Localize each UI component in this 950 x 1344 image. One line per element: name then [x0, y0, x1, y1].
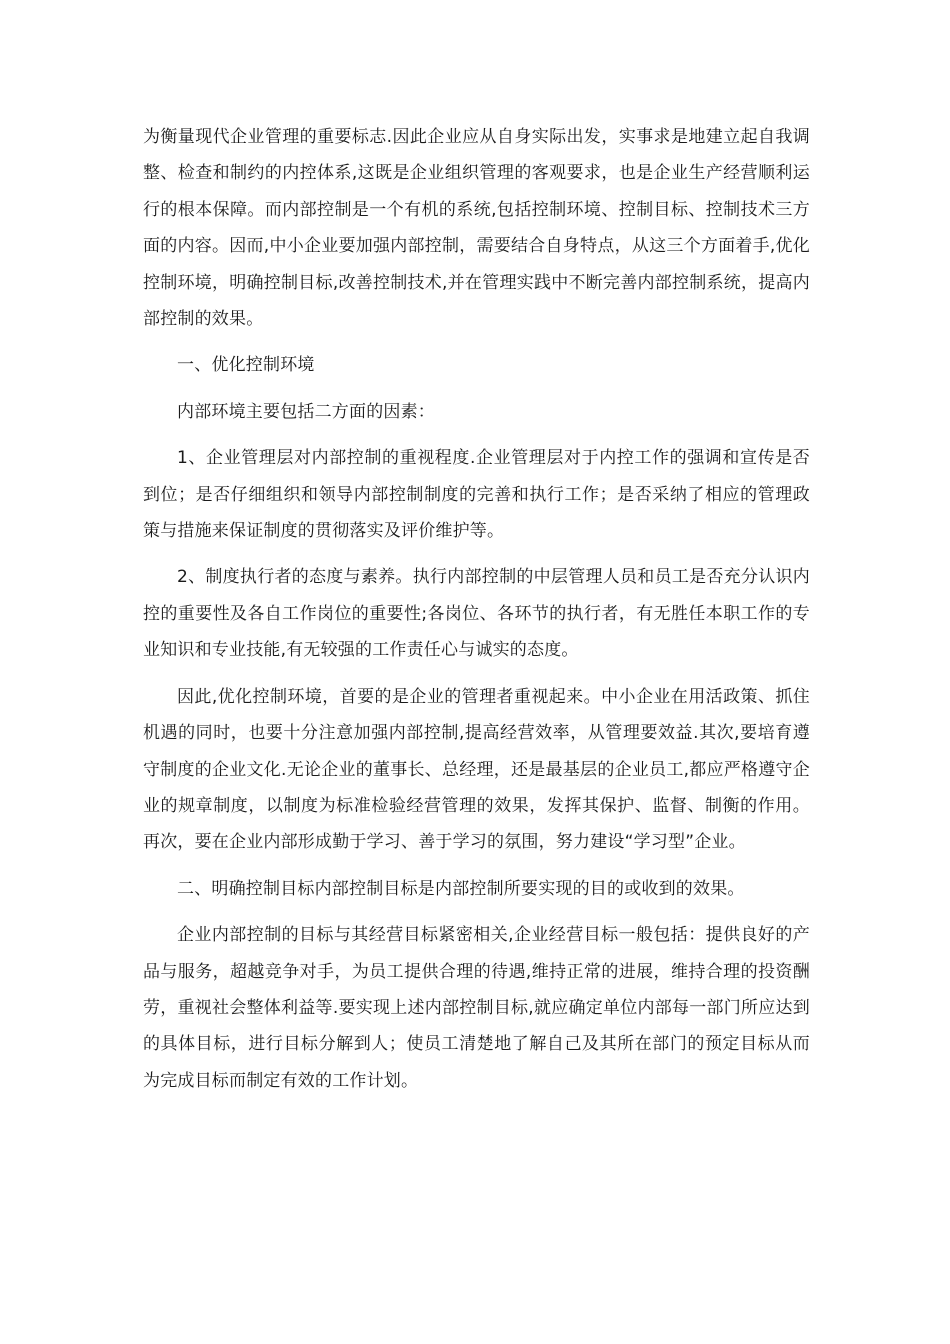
paragraph-factor-1-management-attention: 1、企业管理层对内部控制的重视程度.企业管理层对于内控工作的强调和宣传是否到位；是否仔细组织和领导内部控制制度的完善和执行工作；是否采纳了相应的管理政策与措施来保证制度的贯彻落实及评价维护等。	[143, 448, 810, 542]
paragraph-optimize-environment-conclusion: 因此,优化控制环境，首要的是企业的管理者重视起来。中小企业在用活政策、抓住机遇的同时，也要十分注意加强内部控制,提高经营效率，从管理要效益.其次,要培育遵守制度的企业文化.无论企业的董事长、总经理，还是最基层的企业员工,都应严格遵守企业的规章制度，以制度为标准检验经营管理的效果，发挥其保护、监督、制衡的作用。再次，要在企业内部形成勤于学习、善于学习的氛围，努力建设“学习型”企业。	[143, 686, 810, 853]
section-heading-clarify-control-objectives: 二、明确控制目标内部控制目标是内部控制所要实现的目的或收到的效果。	[177, 878, 745, 899]
document-body	[143, 119, 810, 1109]
paragraph-control-objectives-detail: 企业内部控制的目标与其经营目标紧密相关,企业经营目标一般包括：提供良好的产品与服务，超越竞争对手，为员工提供合理的待遇,维持正常的进展，维持合理的投资酬劳，重视社会整体利益等.要实现上述内部控制目标,就应确定单位内部每一部门所应达到的具体目标，进行目标分解到人；使员工清楚地了解自己及其所在部门的预定目标从而为完成目标而制定有效的工作计划。	[143, 925, 810, 1091]
paragraph-intro: 为衡量现代企业管理的重要标志.因此企业应从自身实际出发，实事求是地建立起自我调整、检查和制约的内控体系,这既是企业组织管理的客观要求，也是企业生产经营顺利运行的根本保障。而内部控制是一个有机的系统,包括控制环境、控制目标、控制技术三方面的内容。因而,中小企业要加强内部控制，需要结合自身特点，从这三个方面着手,优化控制环境，明确控制目标,改善控制技术,并在管理实践中不断完善内部控制系统，提高内部控制的效果。	[143, 127, 810, 330]
paragraph-internal-environment-factors: 内部环境主要包括二方面的因素：	[177, 401, 435, 422]
paragraph-factor-2-executor-attitude: 2、制度执行者的态度与素养。执行内部控制的中层管理人员和员工是否充分认识内控的重要性及各自工作岗位的重要性;各岗位、各环节的执行者，有无胜任本职工作的专业知识和专业技能,有无较强的工作责任心与诚实的态度。	[143, 567, 810, 661]
section-heading-optimize-control-environment: 一、优化控制环境	[177, 355, 315, 376]
